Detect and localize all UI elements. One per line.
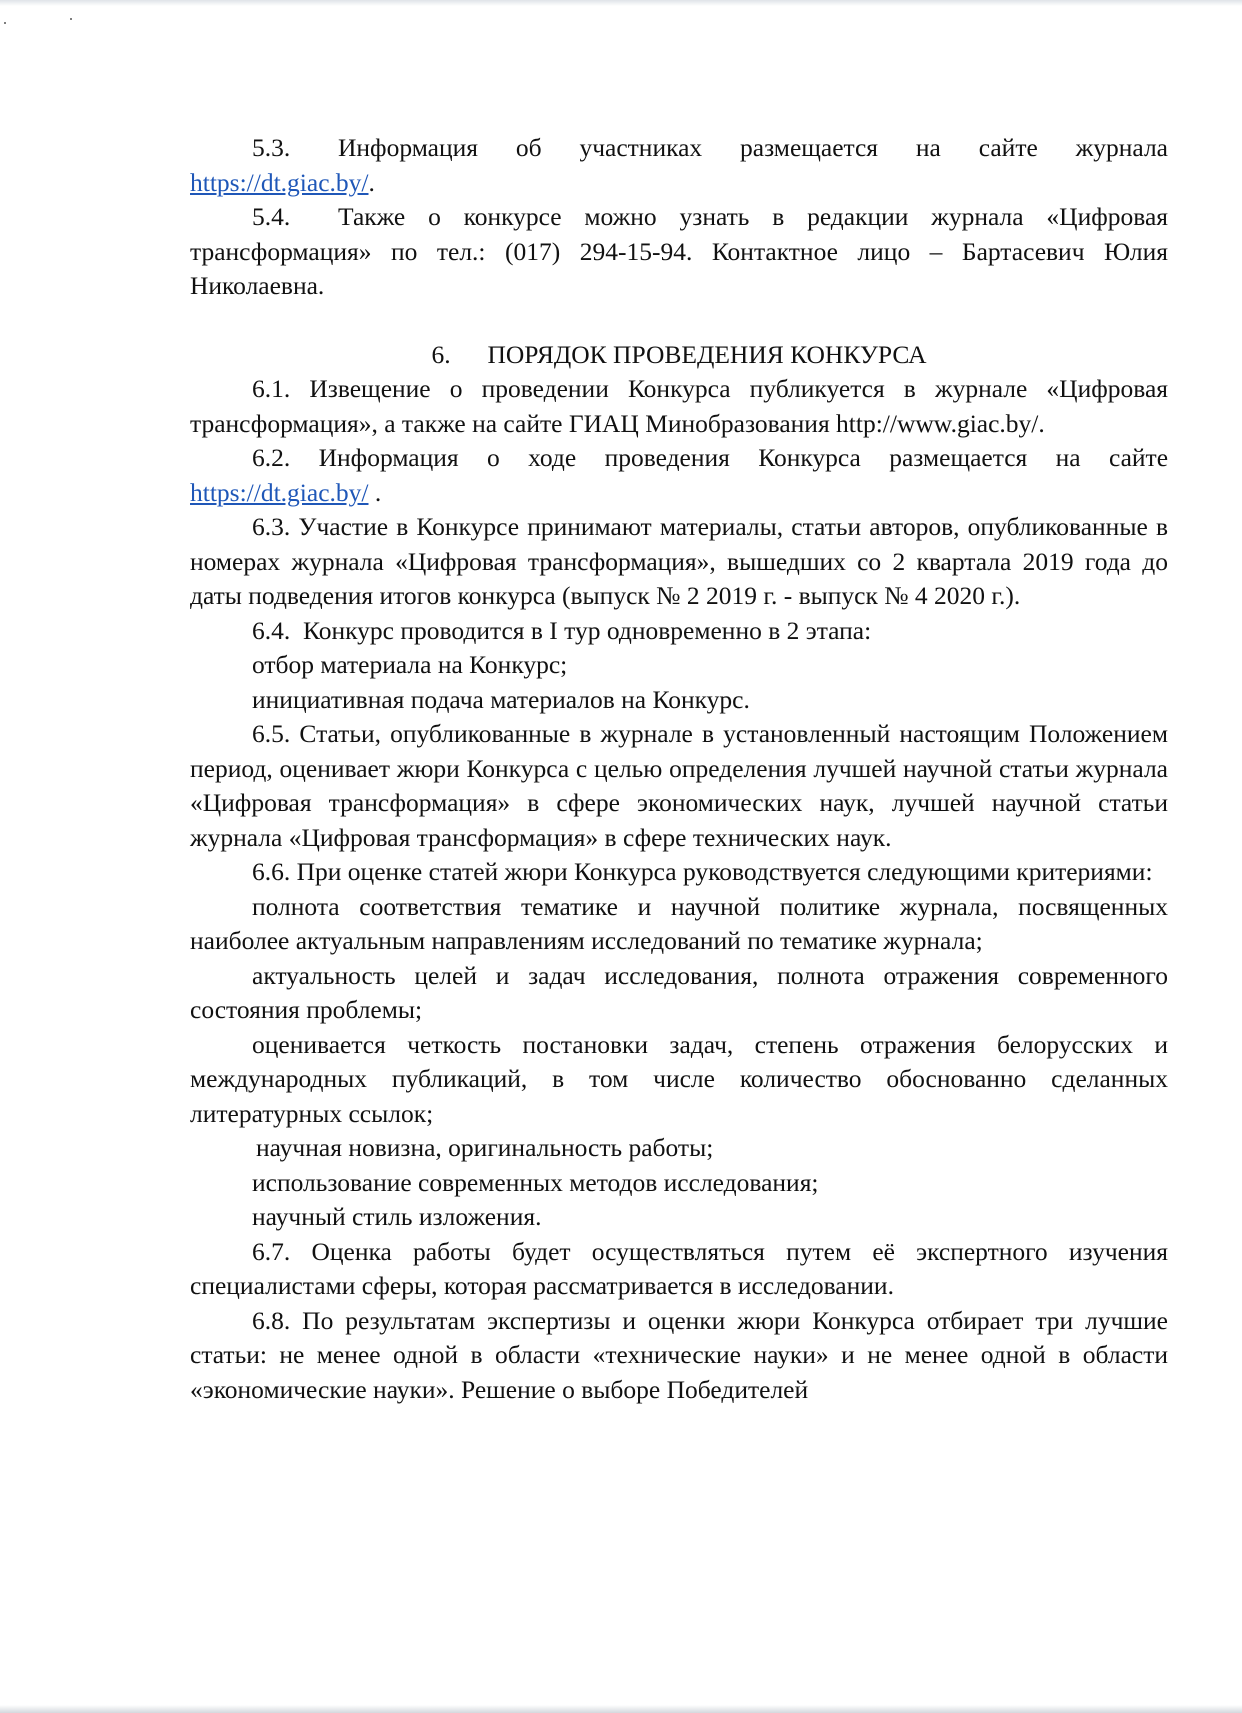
paragraph-number: 6.7.: [252, 1236, 291, 1266]
journal-site-link[interactable]: https://dt.giac.by/: [190, 167, 369, 197]
paragraph-number: 6.4.: [252, 615, 291, 645]
paragraph-text-tail: .: [368, 167, 375, 197]
scan-top-edge: [0, 0, 1242, 6]
paragraph-text: Также о конкурсе можно узнать в редакции журнала «Цифровая трансформация» по тел.: (017) 294-15-94. Контактное лицо – Бартасевич Юлия Николаевна.: [190, 202, 1168, 300]
criterion-item: научная новизна, оригинальность работы;: [256, 1133, 714, 1162]
scan-bottom-edge: [0, 1705, 1242, 1713]
paragraph-6-8: [190, 1304, 1168, 1408]
criterion-item: научный стиль изложения.: [252, 1202, 542, 1231]
paragraph-text: Информация о ходе проведения Конкурса размещается на сайте: [318, 443, 1169, 472]
list-item: инициативная подача материалов на Конкурс.: [252, 684, 750, 714]
paragraph-number: 6.1.: [252, 374, 291, 403]
section-number: 6.: [431, 339, 451, 369]
paragraph-number: 6.5.: [252, 719, 291, 748]
paragraph-text: При оценке статей жюри Конкурса руководствуется следующими критериями:: [296, 857, 1153, 886]
paragraph-text: Статьи, опубликованные в журнале в установленный настоящим Положением период, оценивает жюри Конкурса с целью определения лучшей научной статьи журнала «Цифровая трансформация» в сфере экономических наук, лучшей научной статьи журнала «Цифровая трансформация» в сфере технических наук.: [190, 719, 1168, 852]
paragraph-6-5: [190, 717, 1168, 855]
criterion-item: использование современных методов исследования;: [252, 1167, 819, 1197]
paragraph-6-7: [190, 1235, 1168, 1304]
paragraph-number: 6.3.: [252, 512, 291, 541]
scan-speck: [4, 22, 6, 24]
paragraph-text: Информация об участниках размещается на сайте журнала: [338, 133, 1168, 162]
paragraph-text: Конкурс проводится в I тур одновременно в 2 этапа:: [303, 615, 872, 645]
document-page: [190, 131, 1168, 1407]
paragraph-number: 6.8.: [252, 1305, 291, 1335]
section-heading: [190, 338, 1168, 373]
paragraph-text-tail: .: [368, 477, 382, 507]
paragraph-5-4: [190, 200, 1168, 304]
scan-speck: [70, 18, 72, 20]
criterion-item: оценивается четкость постановки задач, степень отражения белорусских и международных публикаций, в том числе количество обоснованно сделанных литературных ссылок;: [190, 1029, 1168, 1128]
journal-site-link[interactable]: https://dt.giac.by/: [190, 477, 369, 507]
criterion-item: актуальность целей и задач исследования, полнота отражения современного состояния проблемы;: [190, 960, 1168, 1024]
paragraph-6-6: [190, 855, 1168, 890]
paragraph-5-3: [190, 131, 1168, 200]
paragraph-6-4: [190, 614, 1168, 649]
paragraph-text: Оценка работы будет осуществляться путем её экспертного изучения специалистами сферы, которая рассматривается в исследовании.: [190, 1236, 1168, 1300]
paragraph-number: 6.6.: [252, 857, 291, 886]
paragraph-6-3: [190, 510, 1168, 614]
criterion-item: полнота соответствия тематике и научной политике журнала, посвященных наиболее актуальным направлениям исследований по тематике журнала;: [190, 891, 1168, 955]
paragraph-text: Участие в Конкурсе принимают материалы, статьи авторов, опубликованные в номерах журнала «Цифровая трансформация», вышедших со 2 квартала 2019 года до даты подведения итогов конкурса (выпуск № 2 2019 г. - выпуск № 4 2020 г.).: [190, 512, 1168, 610]
list-item: отбор материала на Конкурс;: [252, 650, 568, 679]
paragraph-text: Извещение о проведении Конкурса публикуется в журнале «Цифровая трансформация», а также на сайте ГИАЦ Минобразования http://www.giac.by/.: [190, 374, 1168, 438]
paragraph-number: 6.2.: [252, 443, 291, 472]
section-title: ПОРЯДОК ПРОВЕДЕНИЯ КОНКУРСА: [487, 339, 927, 369]
paragraph-6-1: [190, 372, 1168, 441]
paragraph-6-2: [190, 441, 1168, 510]
paragraph-text: По результатам экспертизы и оценки жюри Конкурса отбирает три лучшие статьи: не менее одной в области «технические науки» и не менее одной в области «экономические науки». Решение о выборе Победителей: [190, 1305, 1168, 1404]
paragraph-number: 5.3.: [252, 133, 291, 162]
paragraph-number: 5.4.: [252, 202, 291, 231]
